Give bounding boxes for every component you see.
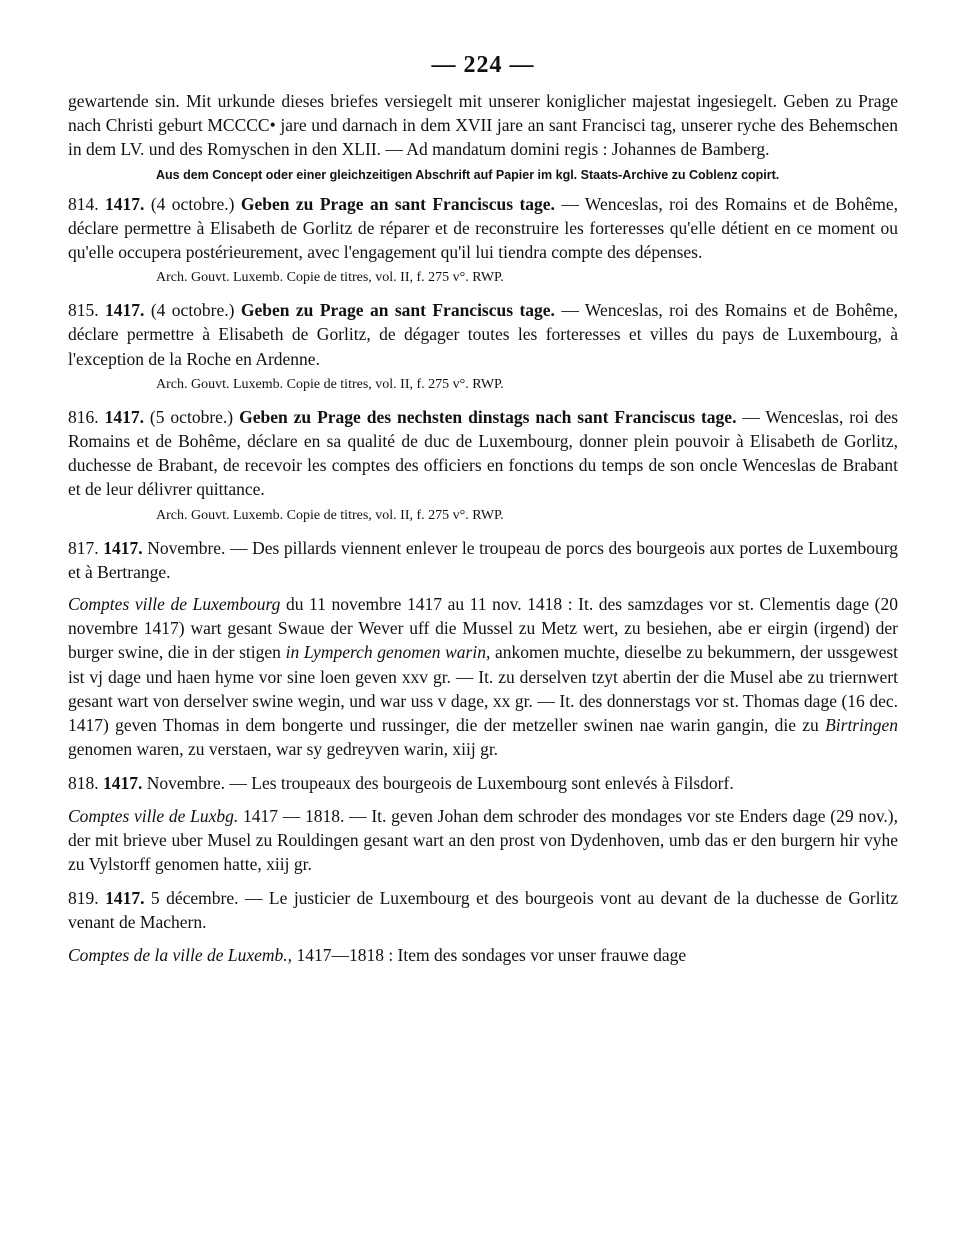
entry-text: — Wenceslas, roi des Romains et de Bohême, déclare en sa qualité de duc de Luxembourg, donner plein pouvoir à Elisabeth de Gorlitz, duchesse de Brabant, de recevoir les comptes des officiers en fonctions du temps de son oncle Wenceslas de Brabant et de leur délivrer quittance. [68,406,899,500]
comptes-title: Comptes de la ville de Luxemb., [68,944,293,965]
intro-source: Aus dem Concept oder einer gleichzeitigen Abschrift auf Papier im kgl. Staats-Archive zu Coblenz copirt. [156,167,780,182]
entry-date: (4 octobre.) [150,300,235,321]
entry-text: — Wenceslas, roi des Romains et de Bohême, déclare permettre à Elisabeth de Gorlitz de réparer et de reconstruire les forteresses qu'elle détient en ce moment ou qu'elle occupera postérieurement, avec l'engagement qu'il lui tiendra compte des dépenses. [68,193,898,263]
entry-text: — Les troupeaux des bourgeois de Luxembourg sont enlevés à Filsdorf. [229,773,734,794]
entry-815 [68,298,898,371]
page-number: — 224 — [431,52,535,78]
comptes-text: 1417—1818 : Item des sondages vor unser frauwe dage [296,944,687,965]
entry-number: 816. [68,406,99,427]
comptes-text: du 11 novembre 1417 au 11 nov. 1418 : It. des samzdages vor st. Clementis dage (20 novembre 1417) wart gesant Swaue der Wever uff die Mussel zu Metz wert, zu besiehen, abe er eirgin (irgend) der burger swine, die in der stigen [68,594,898,663]
entry-814 [68,192,898,265]
intro-text: gewartende sin. Mit urkunde dieses briefes versiegelt mit unserer koniglicher majestat ingesiegelt. Geben zu Prage nach Christi geburt MCCCC• jare und darnach in dem XVII jare an sant Francisci tag, unserer ryche des Behemschen in dem LV. und des Romyschen in den XLII. — Ad mandatum domini regis : Johannes de Bamberg. [68,91,898,160]
entry-source: Arch. Gouvt. Luxemb. Copie de titres, vol. II, f. 275 v°. RWP. [156,376,504,392]
entry-number: 819. [68,888,99,909]
entry-german: Geben zu Prage an sant Franciscus tage. [240,300,555,321]
entry-number: 814. [68,193,99,214]
comptes-818 [68,804,898,877]
entry-german: Geben zu Prage des nechsten dinstags nach sant Franciscus tage. [239,406,737,427]
entry-date: Novembre. [147,537,226,558]
entry-year: 1417. [105,888,145,909]
entry-818 [68,771,898,795]
comptes-italic: Birtringen [825,715,898,736]
entry-816 [68,405,898,502]
entry-german: Geben zu Prage an sant Franciscus tage. [240,193,555,214]
entry-date: (5 octobre.) [149,406,234,427]
comptes-text: 1417 — 1818. — It. geven Johan dem schroder des mondages vor ste Enders dage (29 nov.), der mit brieve uber Musel zu Rouldingen gesant wart an den prost von Dydenhoven, umb das er den burgern hir vyhe zu Vylstorff genomen hatte, xiij gr. [68,805,899,875]
comptes-title: Comptes ville de Luxbg. [68,805,239,826]
comptes-title: Comptes ville de Luxembourg [68,594,281,615]
entry-text: — Le justicier de Luxembourg et des bourgeois vont au devant de la duchesse de Gorlitz venant de Machern. [68,888,898,933]
entry-year: 1417. [105,193,145,214]
comptes-text: genomen waren, zu verstaen, war sy gedreyven warin, xiij gr. [68,739,499,760]
comptes-text: ankomen muchte, dieselbe zu bekummern, der ussgewest ist vj dage und haen hyme vor sine loen geven xxv gr. — It. zu derselven tzyt abertin der die Musel abe zu triernwert gesant wart von derselver swine wegin, und war uss v dage, xx gr. — It. des donnerstags vor st. Thomas dage (16 dec. 1417) geven Thomas in dem bongerte und russinger, die der metzeller swinen nae warin gangin, die zu [68,642,899,736]
entry-source: Arch. Gouvt. Luxemb. Copie de titres, vol. II, f. 275 v°. RWP. [156,270,504,286]
entry-number: 815. [68,300,99,321]
entry-year: 1417. [104,406,144,427]
comptes-italic: in Lymperch genomen warin, [285,642,491,663]
document-page [68,52,898,967]
entry-817 [68,536,898,584]
entry-number: 817. [68,537,99,558]
entry-year: 1417. [103,773,143,794]
entry-text: — Des pillards viennent enlever le troupeau de porcs des bourgeois aux portes de Luxembourg et à Bertrange. [68,537,899,582]
entry-year: 1417. [105,300,145,321]
entry-date: Novembre. [146,773,225,794]
entry-year: 1417. [103,537,143,558]
entry-text: — Wenceslas, roi des Romains et de Bohême, déclare permettre à Elisabeth de Gorlitz, de dégager toutes les forteresses et villes du pays de Luxembourg, à l'exception de la Roche en Ardenne. [68,300,898,369]
entry-source: Arch. Gouvt. Luxemb. Copie de titres, vol. II, f. 275 v°. RWP. [156,507,504,523]
comptes-817 [68,592,898,761]
entry-date: 5 décembre. [150,888,239,909]
comptes-819 [68,943,898,967]
entry-date: (4 octobre.) [150,193,235,214]
entry-819 [68,886,898,934]
entry-number: 818. [68,773,99,794]
